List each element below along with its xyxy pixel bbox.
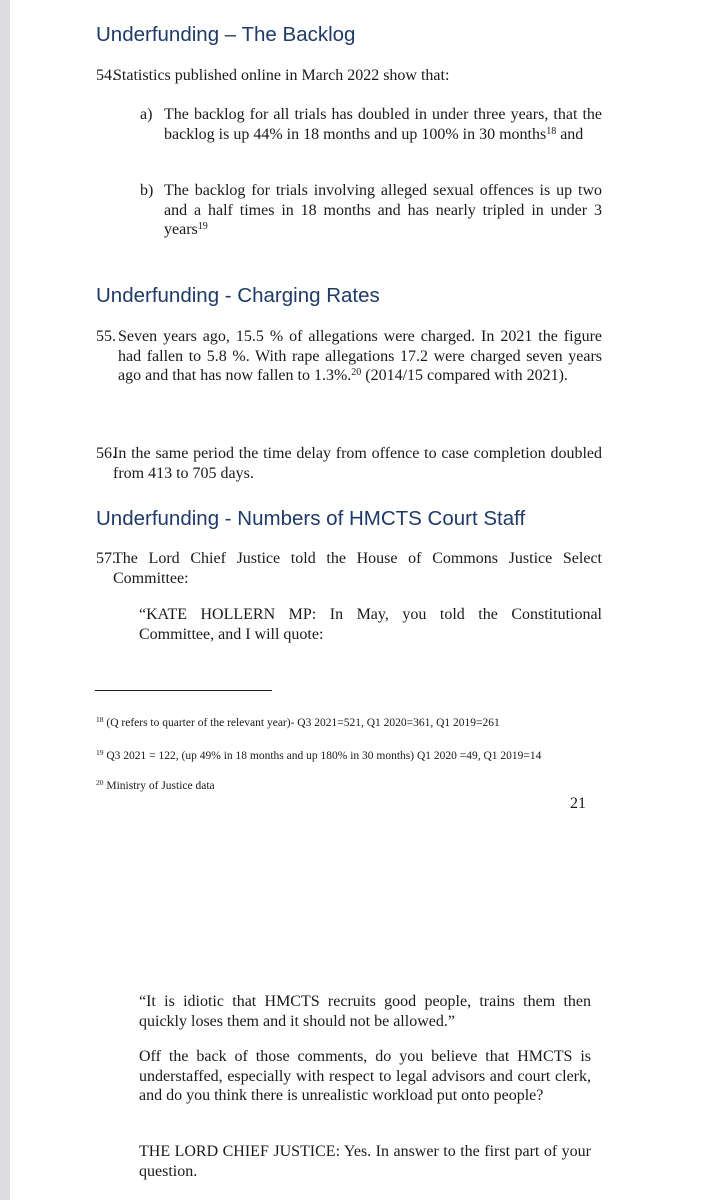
- footnote-ref-18[interactable]: 18: [546, 125, 557, 137]
- paragraph-number: 54.: [96, 67, 116, 84]
- paragraph-57: [96, 549, 602, 588]
- footnote-text: Q3 2021 = 122, (up 49% in 18 months and up 180% in 30 months) Q1 2020 =49, Q1 2019=14: [106, 750, 542, 762]
- footnote-number: 18: [96, 715, 104, 724]
- heading-backlog: Underfunding – The Backlog: [96, 23, 356, 46]
- footnote-ref-19[interactable]: 19: [197, 221, 208, 232]
- quote-question-understaffed: Off the back of those comments, do you believe that HMCTS is understaffed, especially with respect to legal advisors and court clerk, and do you think there is unrealistic workload put onto people?: [139, 1048, 591, 1104]
- paragraph-number: 57.: [96, 550, 116, 567]
- list-item-tail: and: [556, 125, 584, 143]
- paragraph-54: [96, 66, 596, 86]
- paragraph-text: In the same period the time delay from offence to case completion doubled from 413 to 705 days.: [113, 445, 602, 482]
- list-item-a: [140, 105, 602, 144]
- list-item-label: a): [140, 106, 153, 123]
- document-page-22: [10, 876, 728, 1200]
- list-item-b: [140, 181, 602, 240]
- list-item-label: b): [140, 182, 154, 199]
- footnote-number: 19: [96, 748, 104, 757]
- footnote-text: (Q refers to quarter of the relevant year)- Q3 2021=521, Q1 2020=361, Q1 2019=261: [106, 717, 500, 729]
- paragraph-text: Statistics published online in March 2022 show that:: [113, 67, 450, 84]
- paragraph-number: 55.: [96, 328, 116, 345]
- footnote-number: 20: [96, 778, 104, 787]
- paragraph-text: Seven years ago, 15.5 % of allegations were charged. In 2021 the figure had fallen to 5.8 %. With rape allegations 17.2 were charged seven years ago and that has now fallen to 1.3%.: [118, 328, 602, 384]
- list-item-text: The backlog for all trials has doubled in under three years, that the backlog is up 44% in 18 months and up 100% in 30 months: [164, 106, 602, 143]
- paragraph-55: [96, 327, 602, 386]
- quote-kate-hollern: “KATE HOLLERN MP: In May, you told the Constitutional Committee, and I will quote:: [139, 606, 602, 643]
- list-item-text: The backlog for trials involving alleged sexual offences is up two and a half times in 18 months and has nearly tripled in under 3 years: [164, 182, 602, 238]
- footnote-separator: [95, 690, 272, 691]
- paragraph-number: 56.: [96, 445, 116, 462]
- quote-idiotic: “It is idiotic that HMCTS recruits good people, trains them then quickly loses them and it should not be allowed.”: [139, 993, 591, 1030]
- paragraph-text: The Lord Chief Justice told the House of Commons Justice Select Committee:: [113, 550, 602, 587]
- paragraph-56: [96, 444, 602, 483]
- footnote-20: [96, 779, 215, 793]
- heading-charging-rates: Underfunding - Charging Rates: [96, 284, 380, 307]
- footnote-text: Ministry of Justice data: [106, 780, 215, 792]
- quote-lord-chief-justice: THE LORD CHIEF JUSTICE: Yes. In answer to the first part of your question.: [139, 1143, 591, 1180]
- footnote-19: [96, 749, 541, 763]
- page-number: 21: [570, 795, 586, 812]
- footnote-18: [96, 716, 500, 730]
- footnote-ref-20[interactable]: 20: [351, 367, 362, 378]
- heading-hmcts-staff: Underfunding - Numbers of HMCTS Court Staff: [96, 507, 526, 530]
- paragraph-tail: (2014/15 compared with 2021).: [361, 367, 568, 384]
- document-page-21: [10, 0, 728, 890]
